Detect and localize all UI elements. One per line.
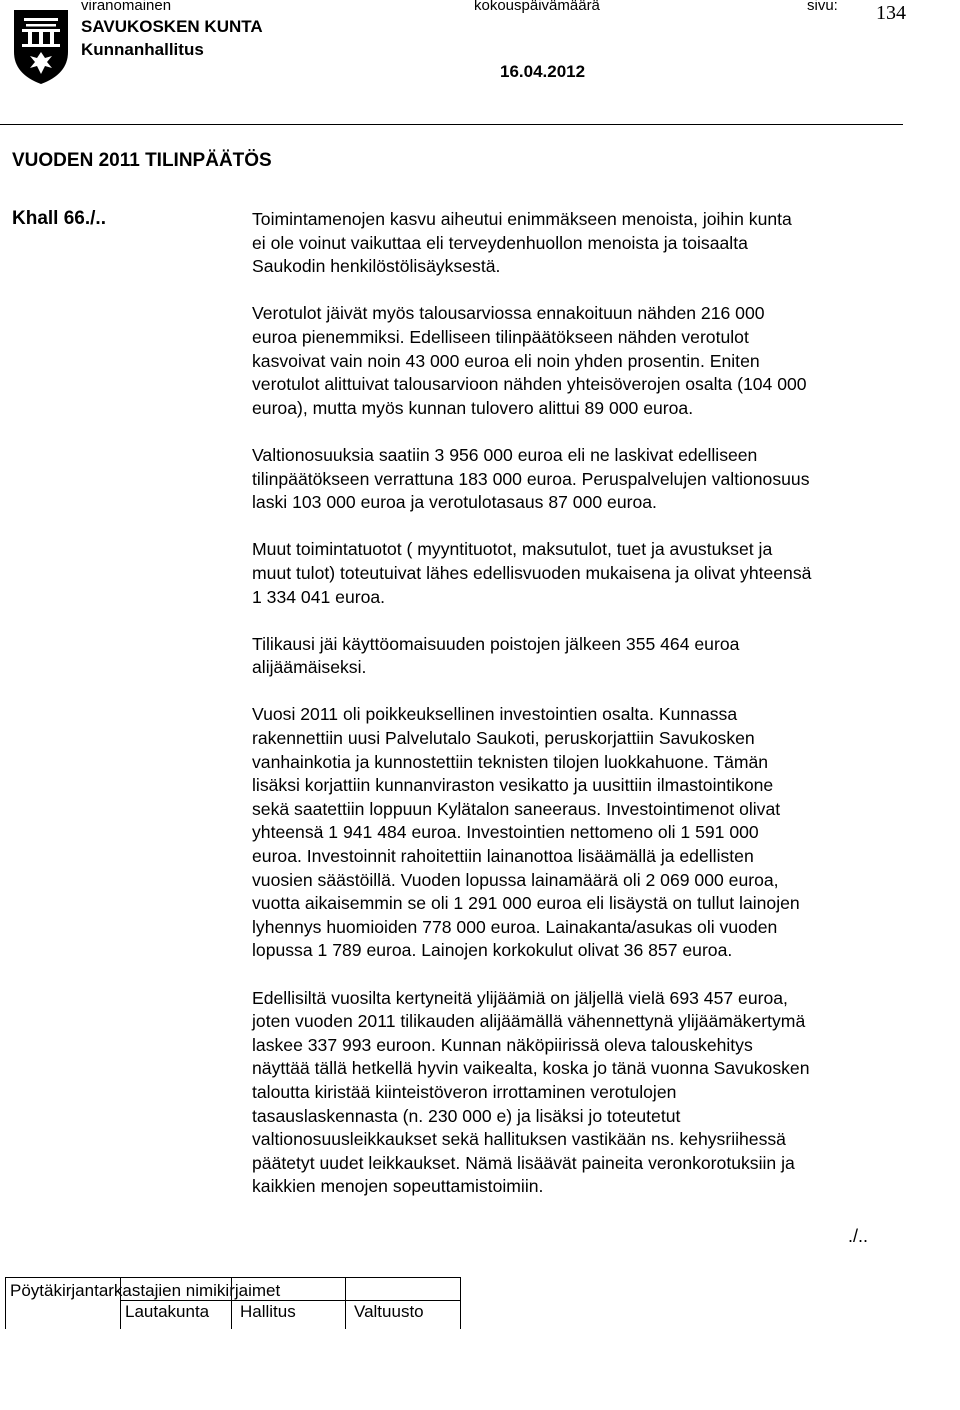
paragraph-line: vuosien säästöillä. Vuoden lopussa lainamäärä oli 2 069 000 euroa, (252, 869, 779, 890)
footer-cell-valtuusto: Valtuusto (354, 1302, 424, 1321)
paragraph-line: taloutta kiristää kiinteistöveron irrottaminen verotulojen (252, 1081, 677, 1102)
continued-mark: ./.. (848, 1226, 869, 1246)
footer-title: Pöytäkirjantarkastajien nimikirjaimet (10, 1281, 281, 1300)
paragraph-line: näyttää tällä hetkellä hyvin vaikealta, koska jo tänä vuonna Savukosken (252, 1058, 810, 1079)
document-title: VUODEN 2011 TILINPÄÄTÖS (12, 150, 272, 171)
paragraph-line: lisäksi korjattiin kunnanviraston vesikatto ja uusittiin ilmastointikone (252, 775, 774, 796)
paragraph-line: Tilikausi jäi käyttöomaisuuden poistojen jälkeen 355 464 euroa (252, 633, 740, 654)
paragraph-line: laski 103 000 euroa ja verotulotasaus 87 000 euroa. (252, 492, 657, 513)
paragraph-line: tilinpäätökseen verrattuna 183 000 euroa. Peruspalvelujen valtionosuus (252, 468, 810, 489)
paragraph (252, 208, 912, 279)
paragraph-line: euroa pienemmiksi. Edelliseen tilinpäätökseen nähden verotulot (252, 326, 749, 347)
paragraph (252, 538, 912, 609)
paragraph-line: rakennettiin uusi Palvelutalo Saukoti, peruskorjattiin Savukosken (252, 728, 755, 749)
section-reference: Khall 66./.. (12, 208, 106, 229)
paragraph-line: lopussa 1 789 euroa. Lainojen korkokulut olivat 36 857 euroa. (252, 940, 733, 961)
paragraph-line: Vuosi 2011 oli poikkeuksellinen investointien osalta. Kunnassa (252, 704, 738, 725)
paragraph (252, 302, 912, 420)
paragraph (252, 444, 912, 515)
paragraph-line: alijäämäiseksi. (252, 657, 367, 678)
paragraph-line: muut tulot) toteutuivat lähes edellisvuoden mukaisena ja olivat yhteensä (252, 562, 812, 583)
paragraph-line: kasvoivat vain noin 43 000 euroa eli noin yhden prosentin. Eniten (252, 350, 760, 371)
paragraph-line: valtionosuusleikkaukset sekä hallituksen vastikään ns. kehysriihessä (252, 1129, 786, 1150)
board-name: Kunnanhallitus (81, 40, 204, 59)
paragraph-line: laskee 337 993 euroon. Kunnan näköpiirissä oleva talouskehitys (252, 1034, 753, 1055)
paragraph-line: Saukodin henkilöstölisäyksestä. (252, 256, 501, 277)
page-label: sivu: (807, 0, 838, 14)
municipality-name: SAVUKOSKEN KUNTA (81, 17, 263, 36)
paragraph-line: sekä saatettiin loppuun Kylätalon saneeraus. Investointimenot olivat (252, 798, 781, 819)
paragraph (252, 703, 912, 963)
paragraph-line: Muut toimintatuotot ( myyntituotot, maksutulot, tuet ja avustukset ja (252, 539, 773, 560)
body-text (252, 208, 912, 1223)
header-divider (0, 124, 903, 125)
paragraph-line: Toimintamenojen kasvu aiheutui enimmäkseen menoista, joihin kunta (252, 209, 792, 229)
paragraph-line: Valtionosuuksia saatiin 3 956 000 euroa eli ne laskivat edelliseen (252, 444, 758, 465)
paragraph-line: tasauslaskennasta (n. 230 000 e) ja lisäksi jo toteutetut (252, 1105, 681, 1126)
paragraph (252, 987, 912, 1199)
footer-cell-hallitus: Hallitus (240, 1302, 296, 1321)
meeting-date-label: kokouspäivämäärä (474, 0, 600, 14)
meeting-date: 16.04.2012 (500, 62, 586, 81)
paragraph-line: 1 334 041 euroa. (252, 586, 386, 607)
authority-label: viranomainen (81, 0, 172, 14)
paragraph-line: verotulot alittuivat talousarvioon nähden yhteisöverojen osalta (104 000 (252, 374, 807, 395)
paragraph-line: päätetyt uudet leikkaukset. Nämä lisäävät paineita veronkorotuksiin ja (252, 1152, 795, 1173)
paragraph-line: euroa. Investoinnit rahoitettiin lainanottoa lisäämällä ja edellisten (252, 846, 754, 867)
paragraph-line: yhteensä 1 941 484 euroa. Investointien nettomeno oli 1 591 000 (252, 822, 759, 843)
paragraph (252, 633, 912, 680)
paragraph-line: Edellisiltä vuosilta kertyneitä ylijäämiä on jäljellä vielä 693 457 euroa, (252, 987, 788, 1008)
paragraph-line: vuotta aikaisemmin se oli 1 291 000 euroa eli lisäystä on tullut lainojen (252, 893, 800, 914)
paragraph-line: vanhainkotia ja kunnostettiin teknisten tilojen luokkahuone. Tämän (252, 751, 769, 772)
municipal-coat-of-arms-logo (12, 8, 70, 86)
paragraph-line: kaikkien menojen sopeuttamistoimiin. (252, 1176, 544, 1197)
paragraph-line: ei ole voinut vaikuttaa eli terveydenhuollon menoista ja toisaalta (252, 232, 748, 253)
page-number: 134 (876, 2, 906, 24)
paragraph-line: joten vuoden 2011 tilikauden alijäämällä vähennettynä ylijäämäkertymä (252, 1011, 806, 1032)
paragraph-line: euroa), mutta myös kunnan tulovero alittui 89 000 euroa. (252, 397, 694, 418)
paragraph-line: Verotulot jäivät myös talousarviossa ennakoituun nähden 216 000 (252, 303, 765, 324)
footer-cell-lautakunta: Lautakunta (125, 1302, 210, 1321)
paragraph-line: lyhennys huomioiden 778 000 euroa. Lainakanta/asukas oli vuoden (252, 916, 778, 937)
